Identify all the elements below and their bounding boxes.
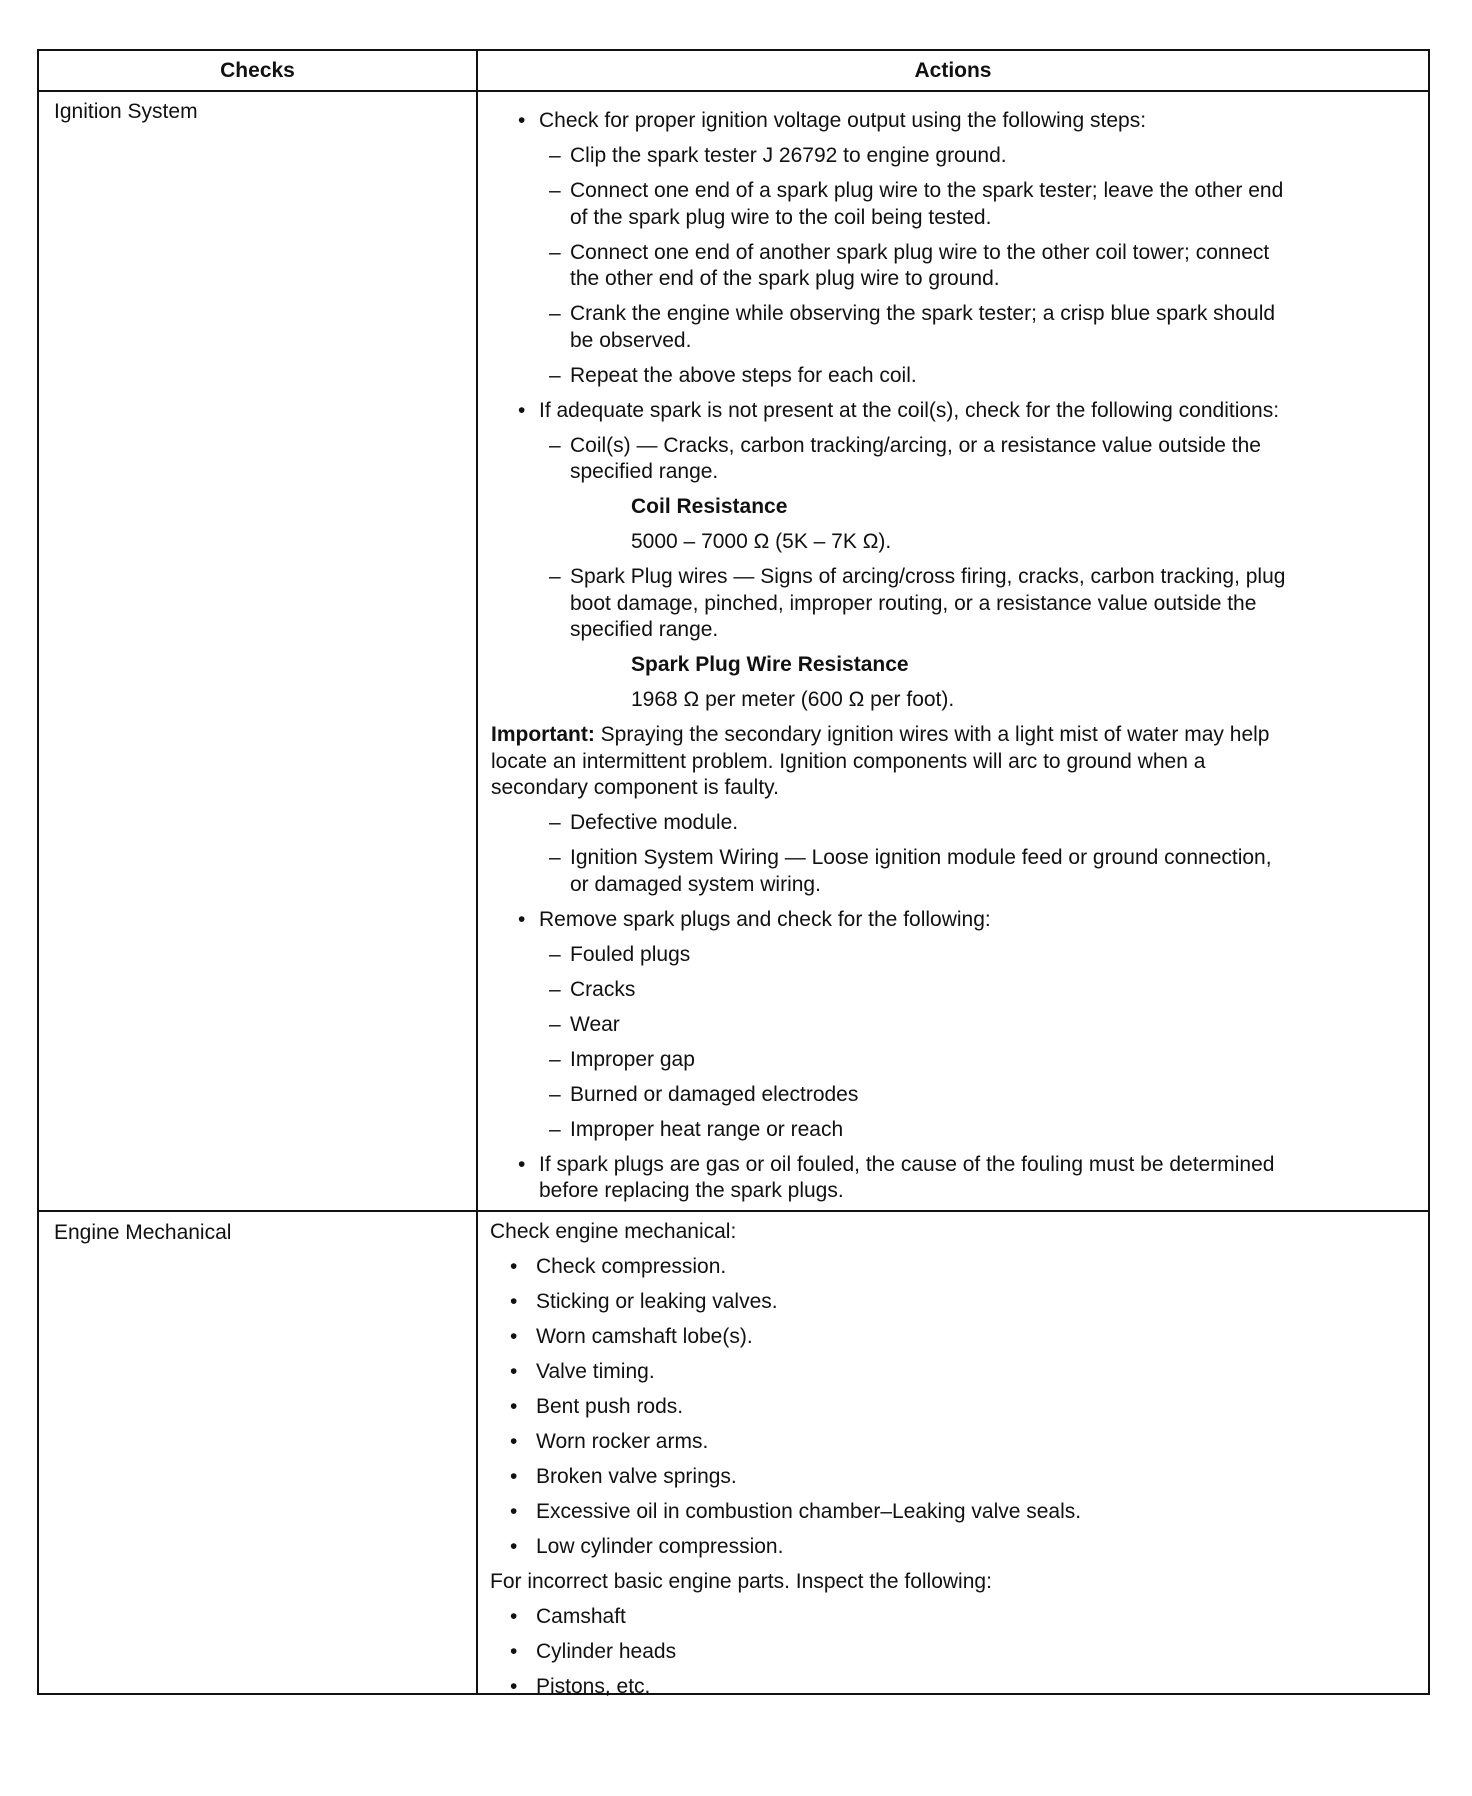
item-line: Excessive oil in combustion chamber–Leaking valve seals. [536,1500,1082,1523]
list-item [490,1429,1418,1456]
column-divider [476,51,478,1693]
dash-marker-icon: – [549,942,561,966]
dash-marker-icon: – [549,565,561,588]
item-line: specified range. [570,618,719,641]
dash-marker-icon: – [549,1082,561,1106]
list-item [490,1604,1418,1631]
bullet-icon: • [510,1325,518,1348]
note-text: Spraying the secondary ignition wires with a light mist of water may help [594,723,1270,746]
dash-marker-icon: – [549,846,561,869]
item-line: of the spark plug wire to the coil being tested. [570,205,992,229]
bullet-icon: • [510,1360,518,1383]
list-item [490,810,1418,837]
item-line [491,722,1418,749]
actions-ignition-system [490,108,1418,1205]
item-line: Defective module. [570,811,739,834]
item-line: Spark Plug wires — Signs of arcing/cross firing, cracks, carbon tracking, plug [570,565,1286,588]
bullet-icon: • [510,1675,518,1698]
bullet-icon: • [510,1535,518,1558]
item-line: Check for proper ignition voltage output using the following steps: [539,109,1147,132]
row-divider [39,1210,1428,1212]
item-line: Cracks [570,977,636,1001]
item-line: be observed. [570,328,692,352]
dash-marker-icon: – [549,1012,561,1036]
dash-marker-icon: – [549,433,561,457]
dash-marker-icon: – [549,977,561,1001]
list-item [490,845,1418,898]
item-line: Spark Plug Wire Resistance [631,653,909,676]
item-line: Valve timing. [536,1360,655,1383]
list-item [490,652,1418,679]
dash-marker-icon: – [549,1117,561,1141]
list-item [490,1254,1418,1281]
item-line: secondary component is faulty. [491,776,779,799]
item-line: Remove spark plugs and check for the following: [539,907,991,931]
bullet-icon: • [518,109,526,132]
list-item [490,1289,1418,1316]
item-line: 5000 – 7000 Ω (5K – 7K Ω). [631,530,892,553]
list-item [490,1394,1418,1421]
item-line: Check engine mechanical: [490,1220,737,1243]
list-item [490,1152,1418,1205]
item-line: Coil Resistance [631,495,788,518]
item-line: Connect one end of a spark plug wire to the spark tester; leave the other end [570,179,1284,202]
list-item [490,301,1418,354]
bullet-icon: • [510,1500,518,1523]
list-item [490,1569,1418,1596]
bullet-icon: • [518,907,526,931]
item-line: specified range. [570,460,719,483]
dash-marker-icon: – [549,302,561,325]
list-item [490,1639,1418,1666]
actions-engine-mechanical [490,1219,1418,1701]
item-line: If spark plugs are gas or oil fouled, the cause of the fouling must be determined [539,1152,1275,1176]
item-line: Low cylinder compression. [536,1535,784,1558]
header-actions: Actions [914,59,992,82]
item-line: Bent push rods. [536,1395,684,1418]
list-item [490,1219,1418,1246]
list-item [490,433,1418,486]
list-item [490,529,1418,556]
bullet-icon: • [510,1465,518,1488]
list-item [490,1499,1418,1526]
item-line: Coil(s) — Cracks, carbon tracking/arcing, or a resistance value outside the [570,433,1261,457]
list-item [490,143,1418,170]
item-line: Burned or damaged electrodes [570,1082,859,1106]
list-item [490,398,1418,425]
item-line: Connect one end of another spark plug wire to the other coil tower; connect [570,240,1270,264]
list-item [490,1359,1418,1386]
header-checks: Checks [220,59,295,82]
item-line: 1968 Ω per meter (600 Ω per foot). [631,688,955,711]
item-line: Improper heat range or reach [570,1117,844,1141]
list-item [490,1534,1418,1561]
item-line: boot damage, pinched, improper routing, or a resistance value outside the [570,591,1257,615]
item-line: locate an intermittent problem. Ignition components will arc to ground when a [491,749,1206,773]
list-item [490,108,1418,135]
item-line: before replacing the spark plugs. [539,1179,844,1202]
list-item [490,1117,1418,1144]
list-item [490,907,1418,934]
list-item [490,722,1418,802]
list-item [490,1047,1418,1074]
check-engine-mechanical: Engine Mechanical [54,1221,232,1244]
bullet-icon: • [518,398,526,422]
list-item [490,363,1418,390]
item-line: If adequate spark is not present at the coil(s), check for the following conditions: [539,398,1280,422]
item-line: Fouled plugs [570,942,691,966]
bullet-icon: • [510,1640,518,1663]
list-item [490,494,1418,521]
item-line: Sticking or leaking valves. [536,1290,778,1313]
item-line: For incorrect basic engine parts. Inspect the following: [490,1570,992,1593]
item-line: Check compression. [536,1255,727,1278]
checks-actions-table [37,49,1430,1698]
item-line: Worn rocker arms. [536,1430,709,1453]
item-line: Crank the engine while observing the spark tester; a crisp blue spark should [570,302,1276,325]
dash-marker-icon: – [549,1047,561,1071]
item-line: Pistons, etc. [536,1675,651,1698]
item-line: Repeat the above steps for each coil. [570,363,917,387]
item-line: Improper gap [570,1047,695,1071]
list-item [490,1324,1418,1351]
dash-marker-icon: – [549,179,561,202]
item-line: Worn camshaft lobe(s). [536,1325,753,1348]
item-line: Cylinder heads [536,1640,677,1663]
item-line: Ignition System Wiring — Loose ignition module feed or ground connection, [570,846,1272,869]
item-line: Camshaft [536,1605,626,1628]
bullet-icon: • [510,1255,518,1278]
list-item [490,977,1418,1004]
list-item [490,1464,1418,1491]
bullet-icon: • [510,1605,518,1628]
dash-marker-icon: – [549,363,561,387]
dash-marker-icon: – [549,144,561,167]
bullet-icon: • [510,1290,518,1313]
list-item [490,942,1418,969]
dash-marker-icon: – [549,240,561,264]
list-item [490,1082,1418,1109]
list-item [490,1012,1418,1039]
list-item [490,178,1418,231]
item-line: or damaged system wiring. [570,872,821,896]
list-item [490,1674,1418,1701]
item-line: the other end of the spark plug wire to ground. [570,267,1000,290]
bullet-icon: • [510,1395,518,1418]
item-line: Broken valve springs. [536,1465,737,1488]
item-line: Wear [570,1012,620,1036]
list-item [490,564,1418,644]
bullet-icon: • [518,1152,526,1176]
item-line: Clip the spark tester J 26792 to engine ground. [570,144,1007,167]
note-label: Important: [491,723,595,746]
check-ignition-system: Ignition System [54,100,198,123]
list-item [490,240,1418,293]
header-divider [39,90,1428,92]
dash-marker-icon: – [549,811,561,834]
bullet-icon: • [510,1430,518,1453]
list-item [490,687,1418,714]
